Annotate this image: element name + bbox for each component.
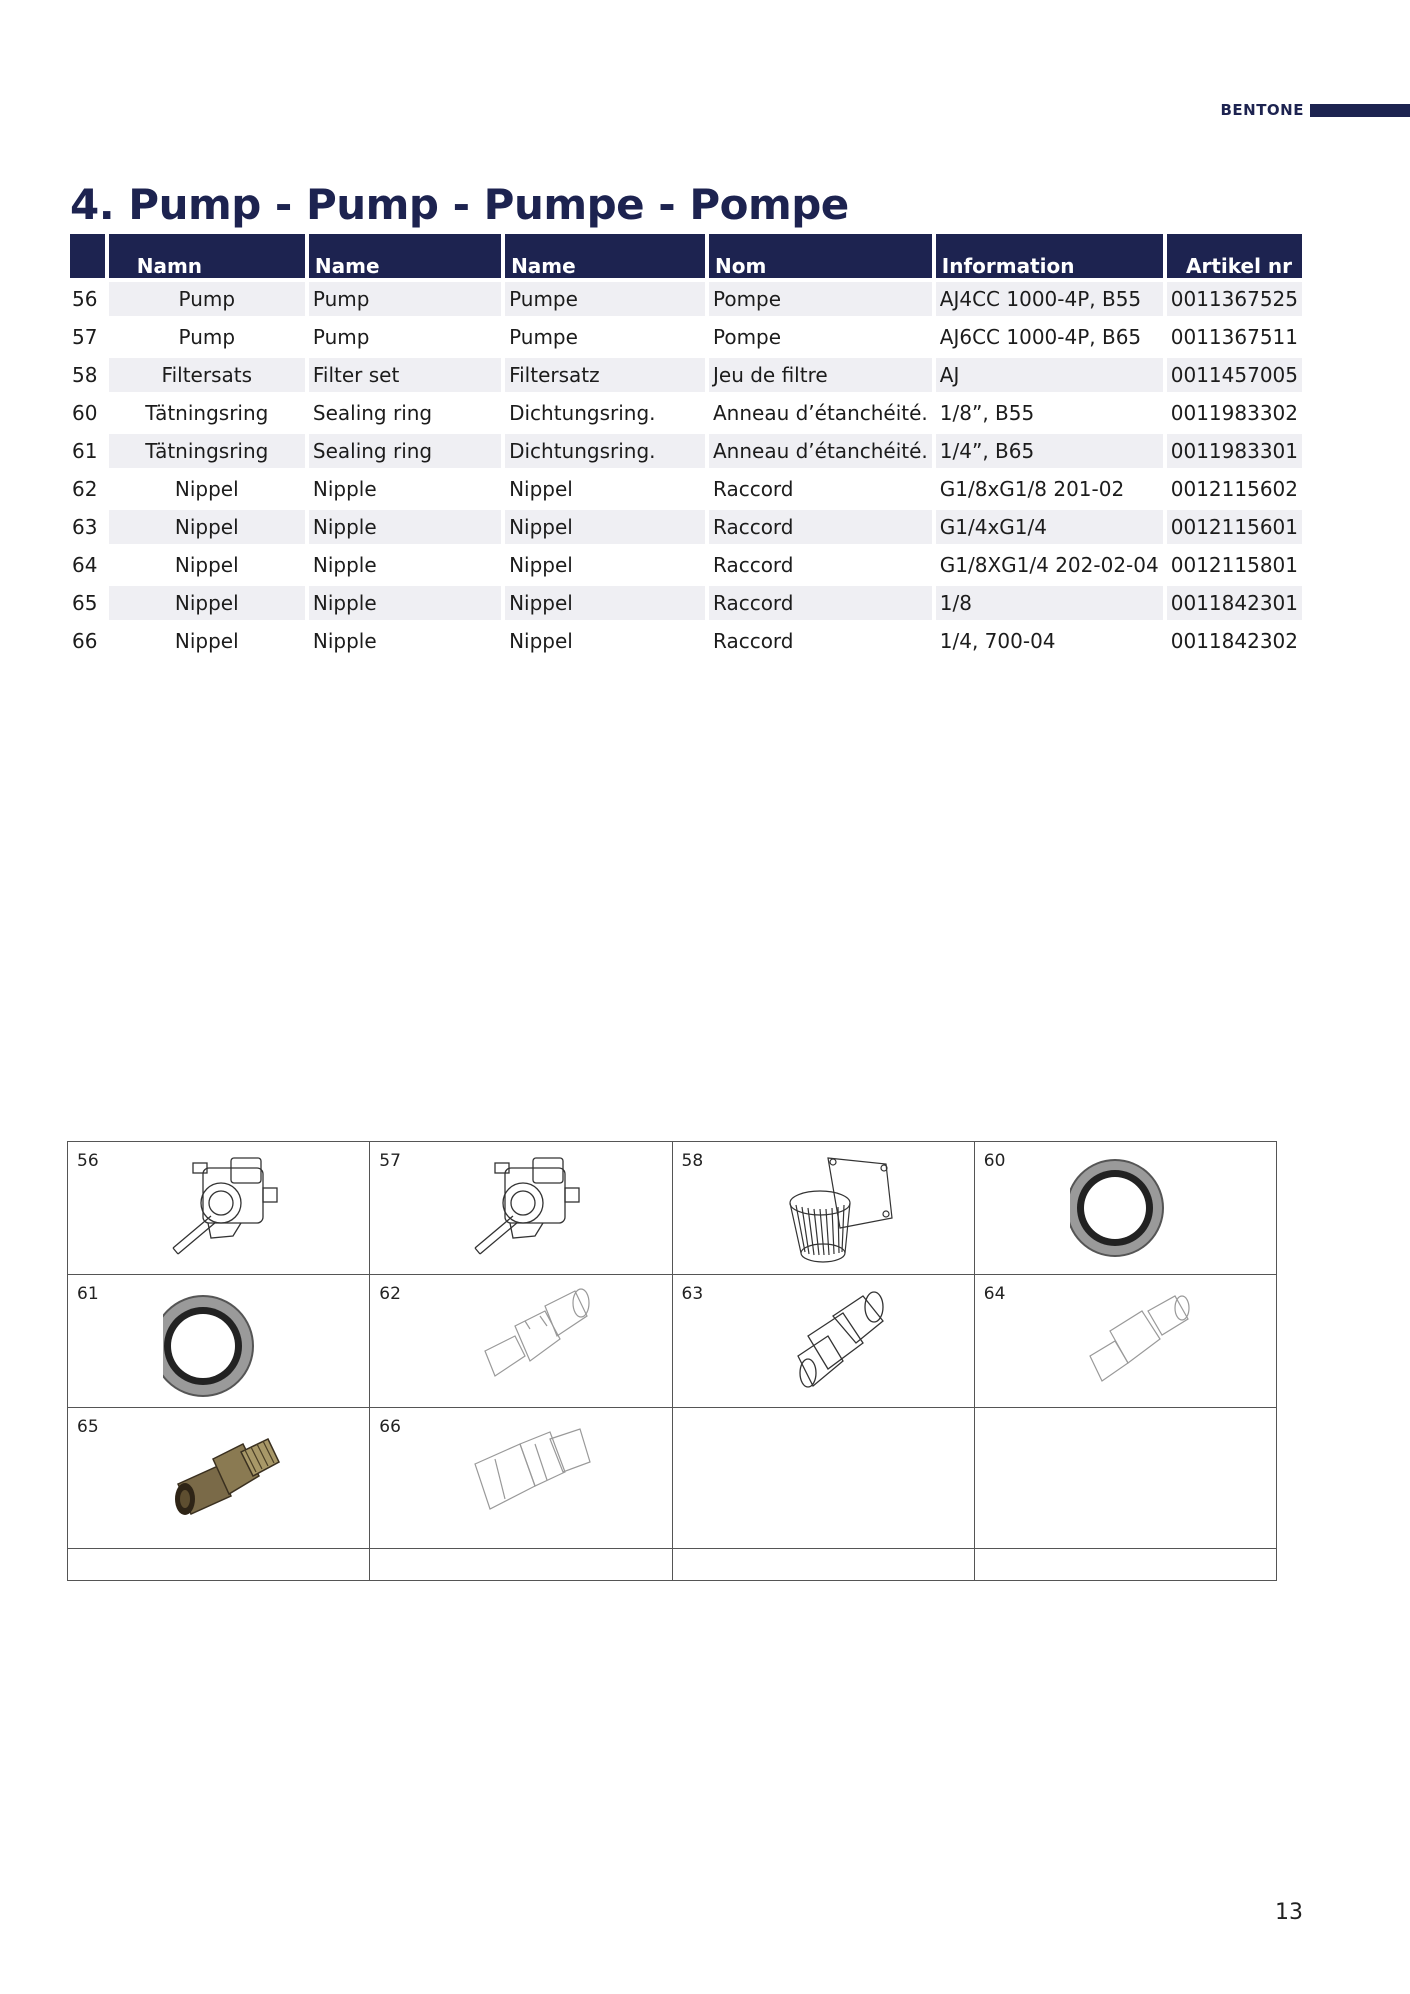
figure-number: 62 bbox=[379, 1284, 401, 1304]
cell-index: 64 bbox=[72, 553, 98, 577]
figure-cell bbox=[672, 1275, 974, 1408]
figure-cell bbox=[370, 1142, 672, 1275]
cell-information: G1/8XG1/4 202-02-04 bbox=[936, 548, 1163, 582]
cell-index: 65 bbox=[72, 591, 98, 615]
header-namn: Namn bbox=[109, 234, 305, 278]
brand-name: BENTONE bbox=[1220, 101, 1304, 119]
cell-artikel-nr: 0012115801 bbox=[1167, 548, 1302, 582]
cell-namn: Pump bbox=[109, 320, 305, 354]
parts-table bbox=[66, 230, 1306, 662]
cell-index: 66 bbox=[72, 629, 98, 653]
sealing-ring-icon bbox=[1070, 1148, 1200, 1270]
cell-information: AJ bbox=[936, 358, 1163, 392]
table-row bbox=[70, 396, 1302, 430]
cell-name: Nipple bbox=[309, 472, 501, 506]
cell-name-de: Nippel bbox=[505, 548, 705, 582]
cell-artikel-nr: 0011457005 bbox=[1167, 358, 1302, 392]
cell-nom: Raccord bbox=[709, 624, 932, 658]
cell-nom: Raccord bbox=[709, 510, 932, 544]
header-nom: Nom bbox=[709, 234, 932, 278]
figure-number: 63 bbox=[681, 1284, 704, 1304]
filter-set-icon bbox=[768, 1148, 898, 1270]
cell-nom: Raccord bbox=[709, 548, 932, 582]
cell-name-de: Nippel bbox=[505, 624, 705, 658]
cell-nom: Jeu de filtre bbox=[709, 358, 932, 392]
table-row bbox=[70, 434, 1302, 468]
figure-cell bbox=[370, 1408, 672, 1549]
table-row bbox=[70, 548, 1302, 582]
figure-number: 60 bbox=[983, 1151, 1006, 1171]
cell-name-de: Filtersatz bbox=[505, 358, 705, 392]
cell-nom: Anneau d’étanchéité. bbox=[709, 434, 932, 468]
cell-artikel-nr: 0012115601 bbox=[1167, 510, 1302, 544]
cell-information: G1/4xG1/4 bbox=[936, 510, 1163, 544]
cell-name-de: Nippel bbox=[505, 586, 705, 620]
figure-cell bbox=[974, 1275, 1276, 1408]
figure-number: 64 bbox=[983, 1284, 1006, 1304]
figure-cell bbox=[68, 1142, 370, 1275]
header-index bbox=[70, 234, 105, 278]
nipple-icon bbox=[465, 1414, 595, 1536]
cell-index: 63 bbox=[72, 515, 98, 539]
pump-icon bbox=[465, 1148, 595, 1270]
cell-nom: Pompe bbox=[709, 320, 932, 354]
cell-artikel-nr: 0011367511 bbox=[1167, 320, 1302, 354]
nipple-photo-icon bbox=[163, 1414, 293, 1536]
figure-number: 66 bbox=[379, 1417, 401, 1437]
table-row bbox=[70, 624, 1302, 658]
cell-index: 60 bbox=[72, 401, 98, 425]
table-row bbox=[70, 586, 1302, 620]
cell-name: Nipple bbox=[309, 510, 501, 544]
cell-artikel-nr: 0011367525 bbox=[1167, 282, 1302, 316]
empty-cell bbox=[370, 1549, 672, 1581]
nipple-icon bbox=[1070, 1281, 1200, 1403]
sealing-ring-icon bbox=[163, 1281, 293, 1403]
header-information: Information bbox=[936, 234, 1163, 278]
figure-grid bbox=[67, 1141, 1277, 1581]
figure-number: 61 bbox=[77, 1284, 99, 1304]
cell-name-de: Nippel bbox=[505, 472, 705, 506]
cell-index: 62 bbox=[72, 477, 98, 501]
empty-cell bbox=[672, 1549, 974, 1581]
figure-cell bbox=[68, 1275, 370, 1408]
table-row bbox=[70, 472, 1302, 506]
cell-artikel-nr: 0011842301 bbox=[1167, 586, 1302, 620]
page-number: 13 bbox=[1275, 1900, 1303, 1925]
figure-number: 56 bbox=[77, 1151, 99, 1171]
cell-index: 56 bbox=[72, 287, 98, 311]
cell-artikel-nr: 0011983302 bbox=[1167, 396, 1302, 430]
cell-information: G1/8xG1/8 201-02 bbox=[936, 472, 1163, 506]
nipple-icon bbox=[465, 1281, 595, 1403]
brand-bar bbox=[1310, 104, 1410, 117]
page-title: 4. Pump - Pump - Pumpe - Pompe bbox=[70, 180, 849, 229]
figure-number: 65 bbox=[77, 1417, 99, 1437]
figure-cell bbox=[672, 1142, 974, 1275]
cell-namn: Nippel bbox=[109, 510, 305, 544]
cell-artikel-nr: 0011983301 bbox=[1167, 434, 1302, 468]
cell-namn: Pump bbox=[109, 282, 305, 316]
figure-cell bbox=[68, 1408, 370, 1549]
cell-name: Nipple bbox=[309, 586, 501, 620]
figure-cell bbox=[974, 1142, 1276, 1275]
figure-cell bbox=[370, 1275, 672, 1408]
nipple-icon bbox=[768, 1281, 898, 1403]
cell-name-de: Pumpe bbox=[505, 320, 705, 354]
cell-name-de: Pumpe bbox=[505, 282, 705, 316]
empty-cell bbox=[672, 1408, 974, 1549]
cell-index: 57 bbox=[72, 325, 98, 349]
figure-number: 58 bbox=[681, 1151, 704, 1171]
cell-artikel-nr: 0012115602 bbox=[1167, 472, 1302, 506]
header-artikel-nr: Artikel nr bbox=[1167, 234, 1302, 278]
cell-namn: Nippel bbox=[109, 472, 305, 506]
cell-information: 1/4, 700-04 bbox=[936, 624, 1163, 658]
cell-artikel-nr: 0011842302 bbox=[1167, 624, 1302, 658]
pump-icon bbox=[163, 1148, 293, 1270]
cell-name: Filter set bbox=[309, 358, 501, 392]
cell-name: Pump bbox=[309, 320, 501, 354]
table-row bbox=[70, 358, 1302, 392]
brand-header bbox=[1220, 101, 1410, 119]
cell-namn: Nippel bbox=[109, 548, 305, 582]
cell-name: Nipple bbox=[309, 548, 501, 582]
empty-cell bbox=[974, 1408, 1276, 1549]
figure-number: 57 bbox=[379, 1151, 401, 1171]
cell-nom: Raccord bbox=[709, 472, 932, 506]
empty-cell bbox=[974, 1549, 1276, 1581]
cell-namn: Tätningsring bbox=[109, 434, 305, 468]
cell-namn: Filtersats bbox=[109, 358, 305, 392]
cell-nom: Pompe bbox=[709, 282, 932, 316]
cell-name: Sealing ring bbox=[309, 434, 501, 468]
cell-name-de: Dichtungsring. bbox=[505, 396, 705, 430]
cell-namn: Tätningsring bbox=[109, 396, 305, 430]
cell-information: 1/4”, B65 bbox=[936, 434, 1163, 468]
table-row bbox=[70, 282, 1302, 316]
table-row bbox=[70, 320, 1302, 354]
cell-namn: Nippel bbox=[109, 586, 305, 620]
header-name: Name bbox=[309, 234, 501, 278]
cell-namn: Nippel bbox=[109, 624, 305, 658]
table-row bbox=[70, 510, 1302, 544]
cell-name: Pump bbox=[309, 282, 501, 316]
cell-index: 58 bbox=[72, 363, 98, 387]
header-name-de: Name bbox=[505, 234, 705, 278]
cell-nom: Anneau d’étanchéité. bbox=[709, 396, 932, 430]
cell-information: AJ6CC 1000-4P, B65 bbox=[936, 320, 1163, 354]
cell-information: AJ4CC 1000-4P, B55 bbox=[936, 282, 1163, 316]
cell-name-de: Nippel bbox=[505, 510, 705, 544]
cell-information: 1/8 bbox=[936, 586, 1163, 620]
cell-name-de: Dichtungsring. bbox=[505, 434, 705, 468]
table-header-row bbox=[70, 234, 1302, 278]
cell-name: Nipple bbox=[309, 624, 501, 658]
cell-index: 61 bbox=[72, 439, 98, 463]
cell-nom: Raccord bbox=[709, 586, 932, 620]
cell-information: 1/8”, B55 bbox=[936, 396, 1163, 430]
empty-cell bbox=[68, 1549, 370, 1581]
cell-name: Sealing ring bbox=[309, 396, 501, 430]
